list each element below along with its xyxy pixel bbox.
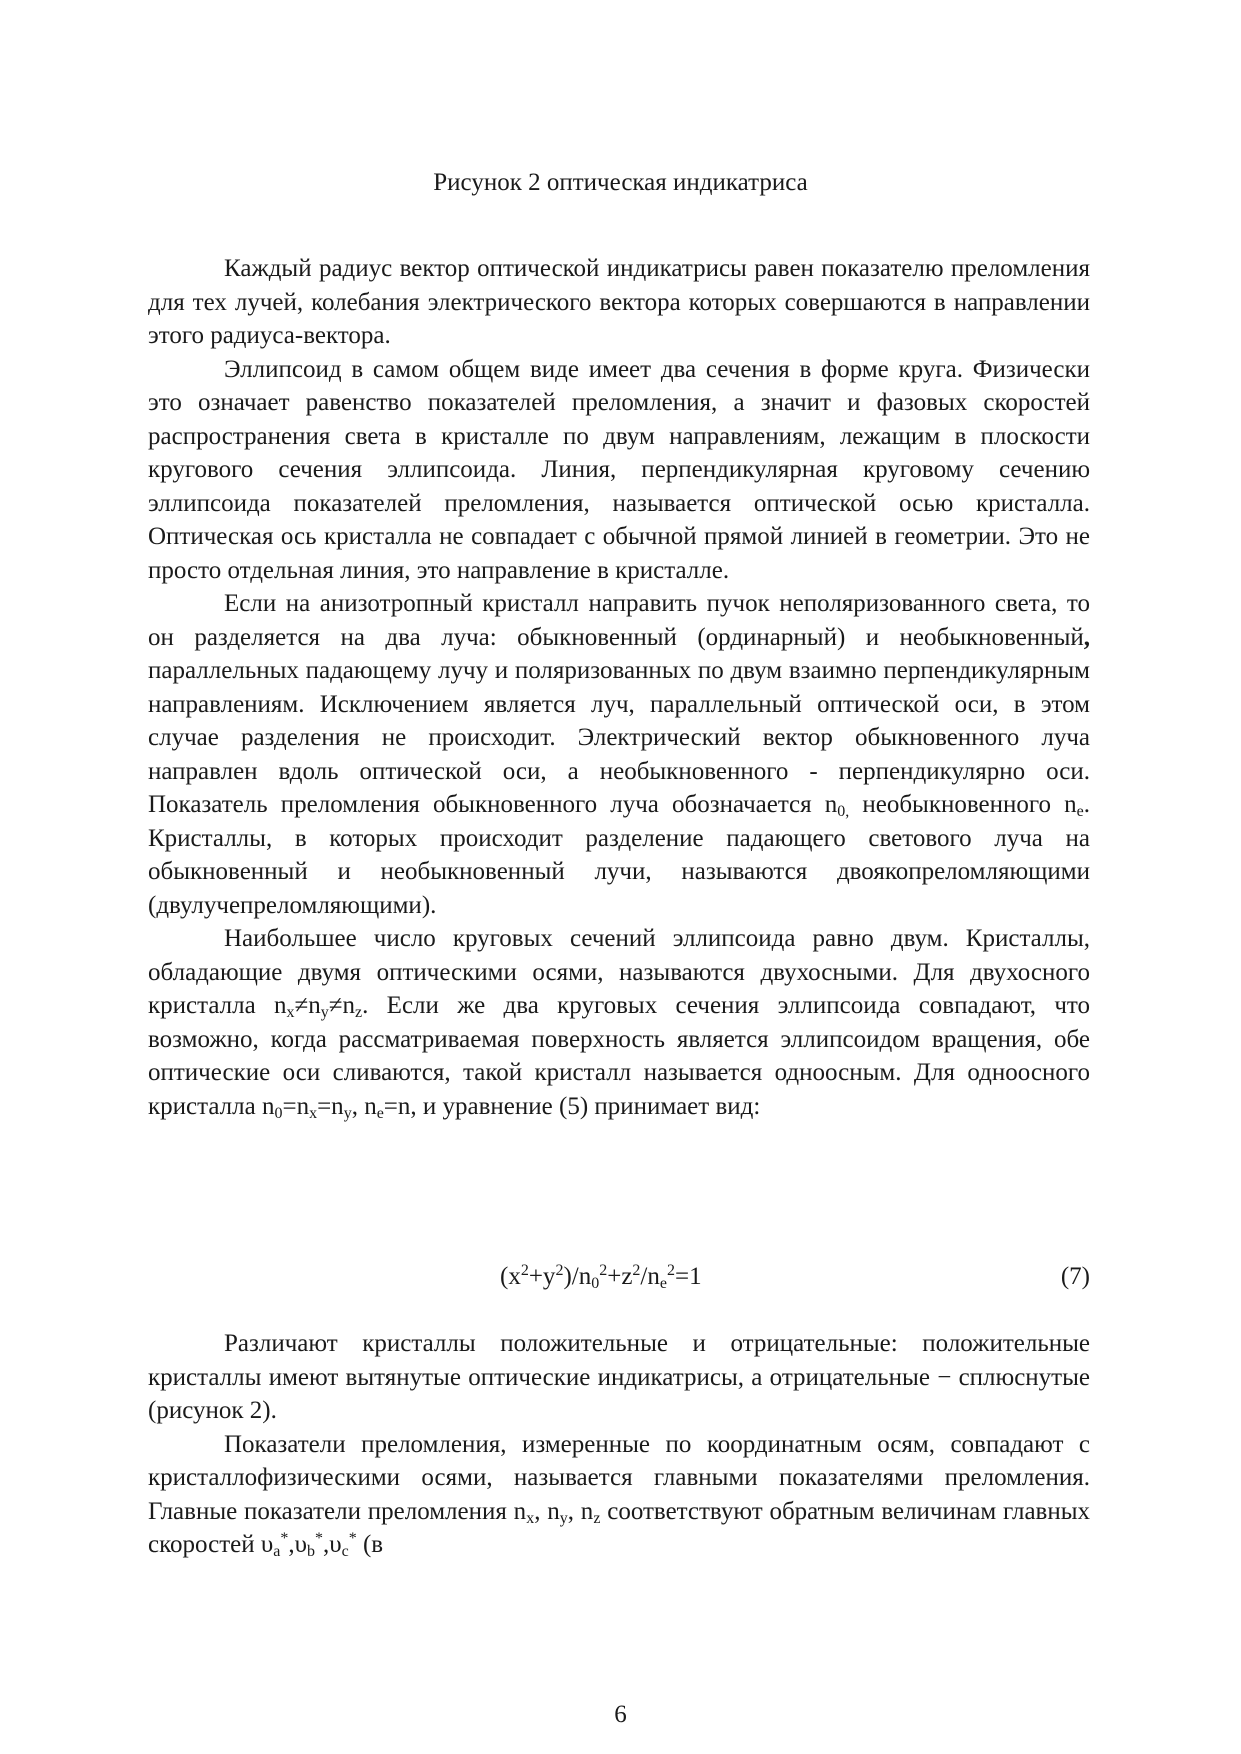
- paragraph: Каждый радиус вектор оптической индикатрисы равен показателю преломления для тех лучей, колебания электрического вектора которых совершаются в направлении этого радиуса-вектора.: [148, 255, 1090, 349]
- paragraph: Различают кристаллы положительные и отрицательные: положительные кристаллы имеют вытянутые оптические индикатрисы, а отрицательные − сплюснутые (рисунок 2).: [148, 1330, 1090, 1424]
- paragraph-ordinary-extraordinary: Если на анизотропный кристалл направить пучок неполяризованного света, то он разделяется на два луча: обыкновенный (ординарный) и необыкновенный, параллельных падающему лучу и поляризованных по двум взаимно перпендикулярным направлениям. Исключением является луч, параллельный оптической оси, в этом случае разделения не происходит. Электрический вектор обыкновенного луча направлен вдоль оптической оси, а необыкновенного - перпендикулярно оси. Показатель преломления обыкновенного луча обозначается $n_{0,}$ необыкновенного $n_e$. Кристаллы, в которых происходит разделение падающего светового луча на обыкновенный и необыкновенный лучи, называются двоякопреломляющими (двулучепреломляющими).: [148, 590, 1090, 919]
- equation-7: $(x^2+y^2)/n_0^2+z^2/n_e^2=1$: [500, 1262, 702, 1292]
- page-number: 6: [614, 1701, 627, 1728]
- paragraph-biaxial-uniaxial: Наибольшее число круговых сечений эллипсоида равно двум. Кристаллы, обладающие двумя оптическими осями, называются двухосными. Для двухосного кристалла $n_x\ne n_y\ne n_z$. Если же два круговых сечения эллипсоида совпадают, что возможно, когда рассматриваемая поверхность является эллипсоидом вращения, обе оптические оси сливаются, такой кристалл называется одноосным. Для одноосного кристалла $n_0=n_x=n_y$, $n_e=n$, и уравнение (5) принимает вид:: [148, 925, 1091, 1122]
- paragraph-principal-indices: Показатели преломления, измеренные по координатным осям, совпадают с кристаллофизическими осями, называется главными показателями преломления. Главные показатели преломления $n_x$, $n_y$, $n_z$ соответствуют обратным величинам главных скоростей $\upsilon_a^*,\upsilon_b^*,\upsilon_c^*$ (в: [148, 1430, 1091, 1560]
- paragraph: Эллипсоид в самом общем виде имеет два сечения в форме круга. Физически это означает равенство показателей преломления, а значит и фазовых скоростей распространения света в кристалле по двум направлениям, лежащим в плоскости кругового сечения эллипсоида. Линия, перпендикулярная круговому сечению эллипсоида показателей преломления, называется оптической осью кристалла. Оптическая ось кристалла не совпадает с обычной прямой линией в геометрии. Это не просто отдельная линия, это направление в кристалле.: [148, 355, 1090, 584]
- body-text-bottom: [148, 1327, 1090, 1562]
- equation-number: (7): [1060, 1263, 1090, 1290]
- figure-caption: Рисунок 2 оптическая индикатриса: [433, 169, 808, 196]
- body-text-top: [148, 252, 1090, 1123]
